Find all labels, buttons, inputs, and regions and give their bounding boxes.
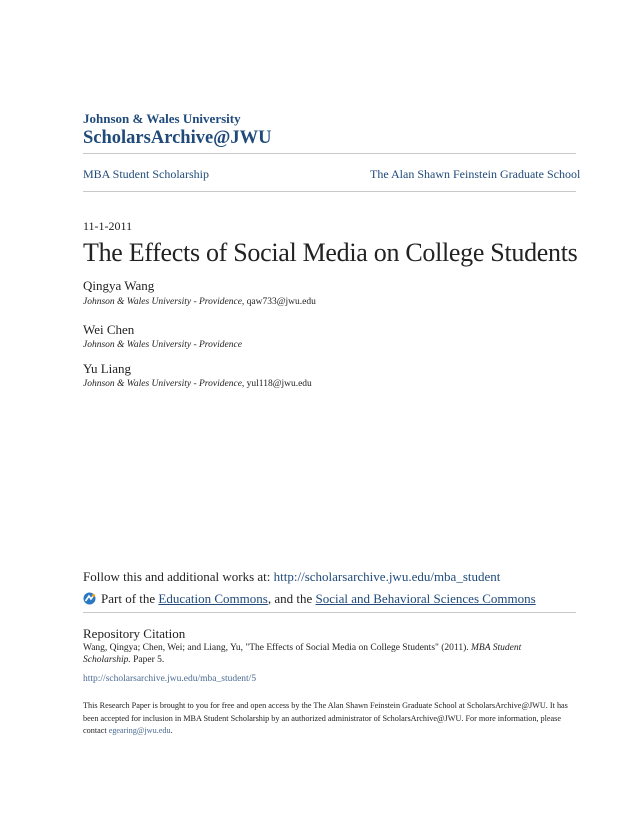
contact-email-link[interactable]: egearing@jwu.edu bbox=[108, 726, 171, 735]
network-logo-icon bbox=[83, 592, 96, 605]
university-name: Johnson & Wales University bbox=[83, 111, 241, 126]
series-link[interactable]: MBA Student Scholarship bbox=[83, 167, 210, 181]
citation-series: MBA Student Scholarship. bbox=[83, 643, 522, 665]
author-email: , yul118@jwu.edu bbox=[241, 379, 312, 389]
part-of-line bbox=[83, 591, 536, 607]
follow-url-link[interactable]: http://scholarsarchive.jwu.edu/mba_student bbox=[273, 569, 501, 584]
author-name: Wei Chen bbox=[83, 322, 135, 337]
follow-prefix: Follow this and additional works at: bbox=[83, 569, 274, 584]
footer-notice: This Research Paper is brought to you for free and open access by the The Alan Shawn Feinstein Graduate School at ScholarsArchive@JWU. It has been accepted for inclusion in MBA Student Scholarship by an authorized administrator of ScholarsArchive@JWU. For more information, please contact egearing@jwu.edu. bbox=[83, 701, 568, 735]
citation-divider bbox=[83, 612, 576, 613]
citation-url-link[interactable]: http://scholarsarchive.jwu.edu/mba_student/5 bbox=[83, 674, 257, 684]
nav-divider bbox=[83, 191, 576, 192]
social-sciences-commons-link[interactable]: Social and Behavioral Sciences Commons bbox=[315, 591, 536, 606]
header-divider bbox=[83, 153, 576, 154]
school-link[interactable]: The Alan Shawn Feinstein Graduate School bbox=[370, 167, 581, 181]
author-affiliation: Johnson & Wales University - Providence bbox=[83, 340, 242, 350]
citation-text: Wang, Qingya; Chen, Wei; and Liang, Yu, "The Effects of Social Media on College Students" (2011). MBA Student Scholarship. Paper 5. bbox=[83, 643, 522, 665]
citation-heading: Repository Citation bbox=[83, 626, 186, 641]
follow-line bbox=[83, 569, 500, 585]
education-commons-link[interactable]: Education Commons bbox=[158, 591, 268, 606]
part-of-middle: , and the bbox=[267, 591, 316, 606]
author-affiliation: Johnson & Wales University - Providence, qaw733@jwu.edu bbox=[83, 297, 316, 307]
author-name: Yu Liang bbox=[83, 361, 132, 376]
archive-name: ScholarsArchive@JWU bbox=[83, 128, 272, 148]
author-email: , qaw733@jwu.edu bbox=[241, 297, 316, 307]
author-affiliation: Johnson & Wales University - Providence, yul118@jwu.edu bbox=[83, 379, 312, 389]
author-name: Qingya Wang bbox=[83, 278, 155, 293]
publication-date: 11-1-2011 bbox=[83, 219, 133, 233]
part-of-prefix: Part of the bbox=[101, 591, 159, 606]
paper-title: The Effects of Social Media on College Students bbox=[83, 238, 578, 267]
